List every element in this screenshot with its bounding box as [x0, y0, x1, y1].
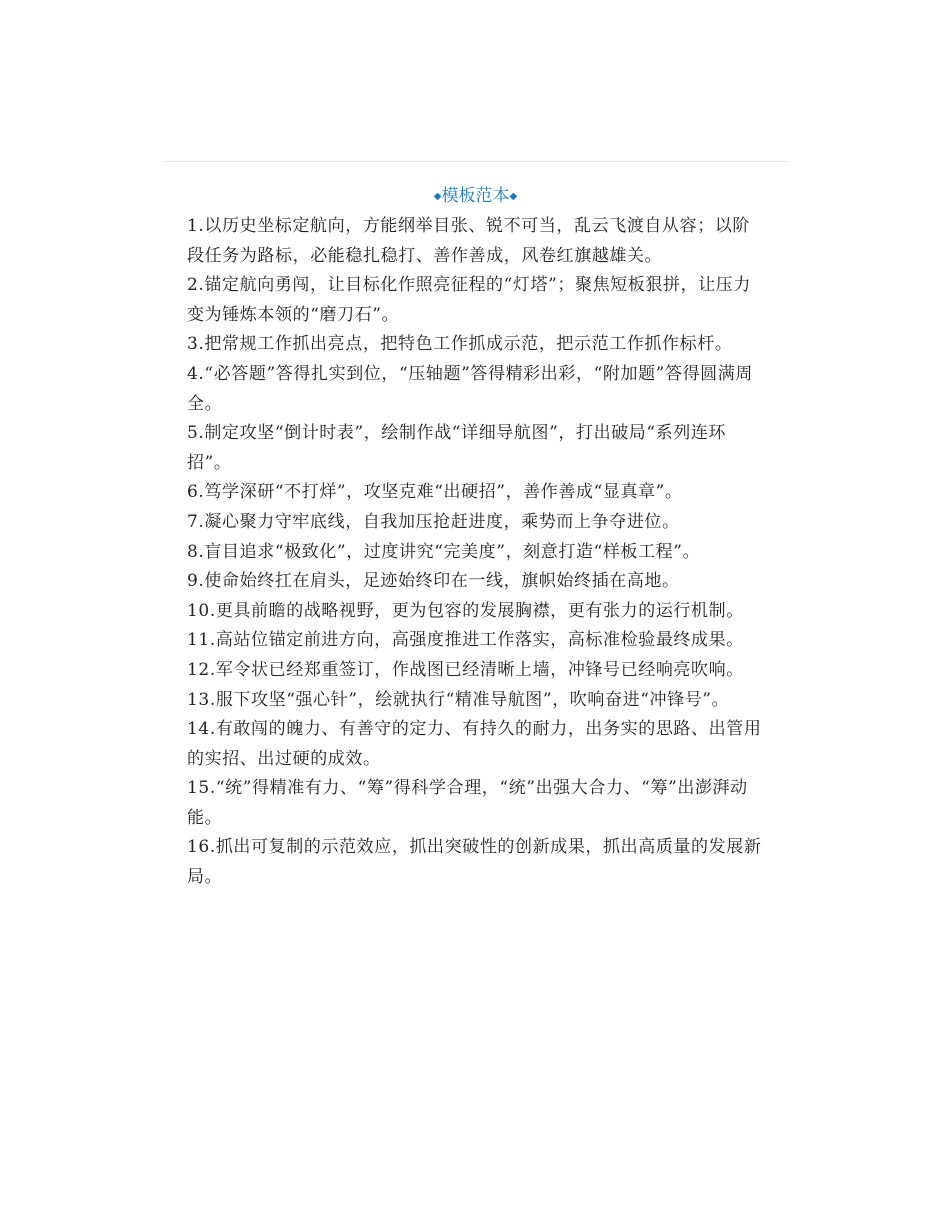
diamond-left-icon: ◆: [433, 191, 442, 202]
list-item: 12.军令状已经郑重签订，作战图已经清晰上墙，冲锋号已经响亮吹响。: [187, 659, 744, 680]
document-title-text: 模板范本: [441, 186, 510, 206]
list-item: 10.更具前瞻的战略视野，更为包容的发展胸襟，更有张力的运行机制。: [187, 600, 744, 621]
list-item: 1.以历史坐标定航向，方能纲举目张、锐不可当，乱云飞渡自从容；以阶段任务为路标，必能稳扎稳打、善作善成，风卷红旗越雄关。: [187, 216, 751, 266]
list-item: 3.把常规工作抓出亮点，把特色工作抓成示范，把示范工作抓作标杆。: [187, 334, 733, 355]
diamond-right-icon: ◆: [509, 191, 518, 202]
list-item: 8.盲目追求“极致化”，过度讲究“完美度”，刻意打造“样板工程”。: [187, 541, 701, 562]
list-item: 16.抓出可复制的示范效应，抓出突破性的创新成果，抓出高质量的发展新局。: [187, 837, 762, 888]
list-item: 9.使命始终扛在肩头，足迹始终印在一线，旗帜始终插在高地。: [187, 571, 680, 592]
list-item: 4.“必答题”答得扎实到位，“压轴题”答得精彩出彩，“附加题”答得圆满周全。: [187, 363, 753, 414]
list-item: 6.笃学深研“不打烊”，攻坚克难“出硬招”，善作善成“显真章”。: [187, 482, 683, 503]
top-divider: [163, 161, 788, 162]
list-item: 7.凝心聚力守牢底线，自我加压抢赶进度，乘势而上争夺进位。: [187, 511, 680, 532]
list-item: 14.有敢闯的魄力、有善守的定力、有持久的耐力，出务实的思路、出管用的实招、出过硬的成效。: [187, 719, 762, 769]
list-item: 11.高站位锚定前进方向，高强度推进工作落实，高标准检验最终成果。: [187, 630, 744, 651]
list-item: 5.制定攻坚“倒计时表”，绘制作战“详细导航图”，打出破局“系列连环招”。: [187, 423, 727, 473]
document-title: [163, 183, 788, 210]
list-item: 2.锚定航向勇闯，让目标化作照亮征程的“灯塔”；聚焦短板狠拼，让压力变为锤炼本领的“磨刀石”。: [187, 275, 751, 325]
list-item: 13.服下攻坚“强心针”，绘就执行“精准导航图”，吹响奋进“冲锋号”。: [187, 689, 730, 710]
list-item: 15.“统”得精准有力、“筹”得科学合理，“统”出强大合力、“筹”出澎湃动能。: [187, 778, 748, 828]
document-body: [187, 212, 767, 893]
